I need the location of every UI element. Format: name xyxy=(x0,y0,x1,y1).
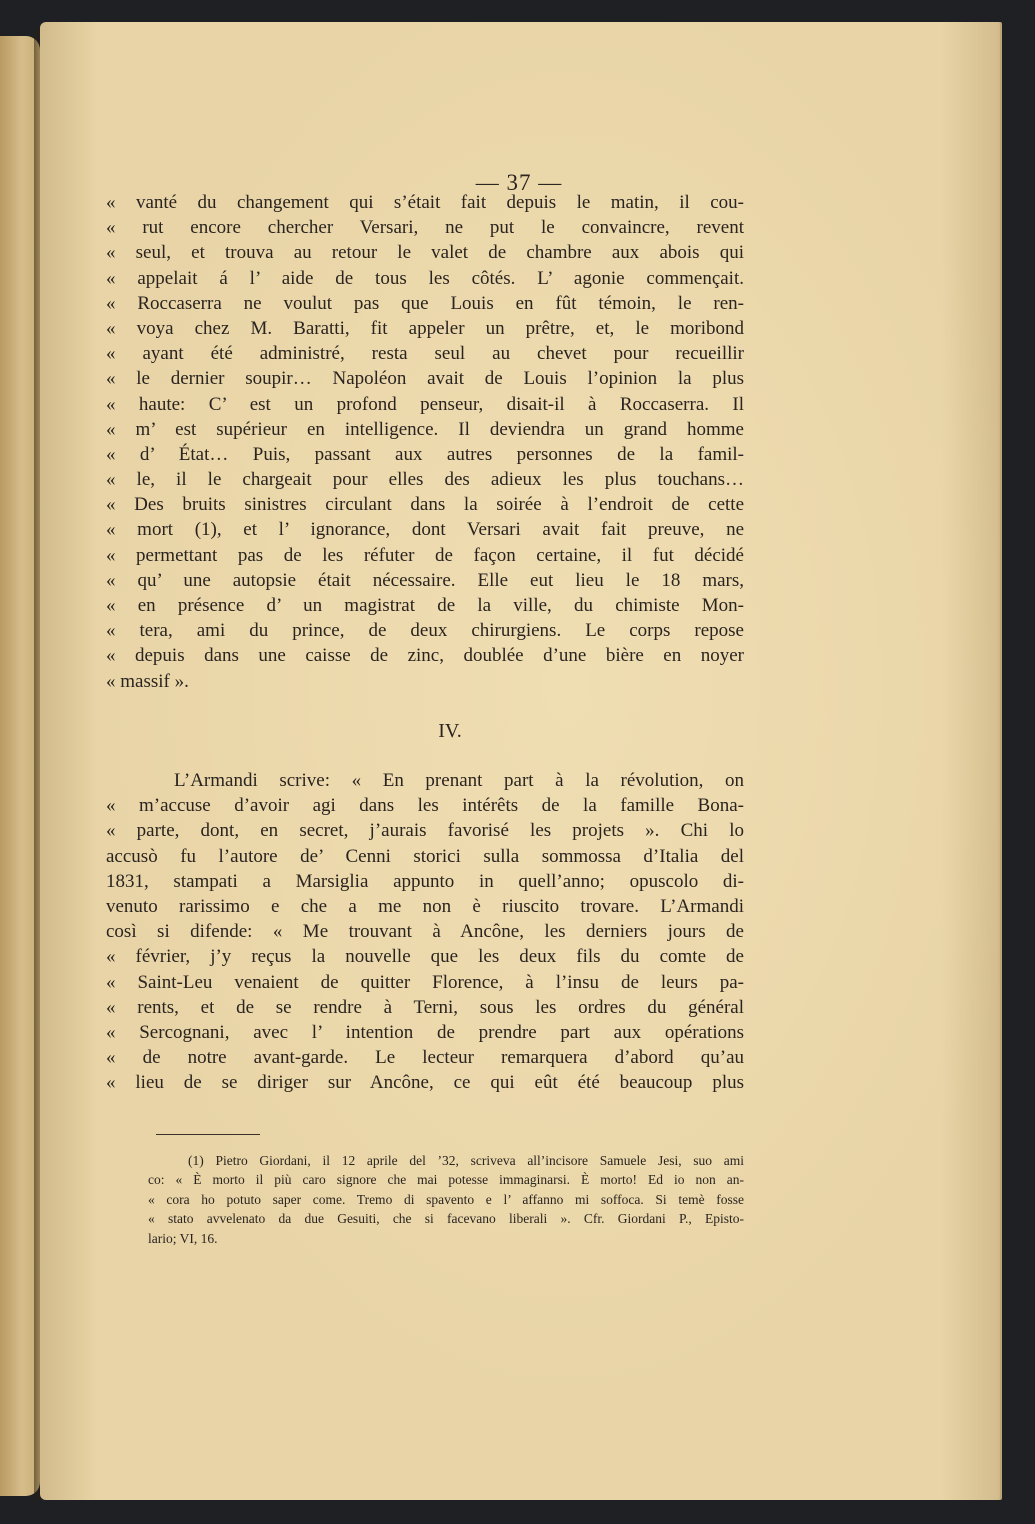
text-line: « Des bruits sinistres circulant dans la soirée à l’endroit de cette xyxy=(106,494,744,516)
text-line: « parte, dont, en secret, j’aurais favorisé les projets ». Chi lo xyxy=(106,820,744,842)
text-line: L’Armandi scrive: « En prenant part à la révolution, on xyxy=(174,770,744,791)
text-line: 1831, stampati a Marsiglia appunto in quell’anno; opuscolo di- xyxy=(106,870,744,892)
footnote-line: (1) Pietro Giordani, il 12 aprile del ’32, scriveva all’incisore Samuele Jesi, suo ami xyxy=(188,1153,744,1168)
footnote-line: co: « È morto il più caro signore che mai potesse immaginarsi. È morto! Ed io non an- xyxy=(148,1172,744,1188)
footnote-line: « stato avvelenato da due Gesuiti, che si facevano liberali ». Cfr. Giordani P., Episto- xyxy=(148,1211,744,1227)
text-line: « février, j’y reçus la nouvelle que les deux fils du comte de xyxy=(106,946,744,968)
text-line: « qu’ une autopsie était nécessaire. Elle eut lieu le 18 mars, xyxy=(106,569,744,591)
text-line: « rents, et de se rendre à Terni, sous les ordres du général xyxy=(106,996,744,1018)
text-line: « seul, et trouva au retour le valet de chambre aux abois qui xyxy=(106,242,744,264)
text-line: « depuis dans une caisse de zinc, doublée d’une bière en noyer xyxy=(106,645,744,667)
text-line: « tera, ami du prince, de deux chirurgiens. Le corps repose xyxy=(106,620,744,642)
section-heading: IV. xyxy=(438,720,462,742)
footnote-line: lario; VI, 16. xyxy=(148,1230,218,1246)
text-line: « d’ État… Puis, passant aux autres personnes de la famil- xyxy=(106,443,744,465)
text-line: « le dernier soupir… Napoléon avait de Louis l’opinion la plus xyxy=(106,368,744,390)
text-line: « m’accuse d’avoir agi dans les intérêts de la famille Bona- xyxy=(106,795,744,817)
text-line: accusò fu l’autore de’ Cenni storici sulla sommossa d’Italia del xyxy=(106,845,744,867)
text-line: « Saint-Leu venaient de quitter Florence, à l’insu de leurs pa- xyxy=(106,971,744,993)
footnote-line: « cora ho potuto saper come. Tremo di spavento e l’ affanno mi soffoca. Si temè fosse xyxy=(148,1191,744,1207)
text-line: « vanté du changement qui s’était fait depuis le matin, il cou- xyxy=(106,192,744,213)
footnote xyxy=(148,1151,744,1248)
footnote-divider xyxy=(156,1134,260,1135)
text-line: « rut encore chercher Versari, ne put le convaincre, revent xyxy=(106,217,744,239)
section-paragraph xyxy=(106,768,744,1095)
text-line: « massif ». xyxy=(106,670,189,692)
text-line: « permettant pas de les réfuter de façon certaine, il fut décidé xyxy=(106,544,744,566)
text-line: « voya chez M. Baratti, fit appeler un prêtre, et, le moribond xyxy=(106,317,744,339)
text-line: venuto rarissimo e che a me non è riuscito trovare. L’Armandi xyxy=(106,895,744,917)
text-line: « de notre avant-garde. Le lecteur remarquera d’abord qu’au xyxy=(106,1047,744,1069)
text-line: « lieu de se diriger sur Ancône, ce qui eût été beaucoup plus xyxy=(106,1072,744,1094)
text-line: « mort (1), et l’ ignorance, dont Versari avait fait preuve, ne xyxy=(106,519,744,541)
quoted-passage xyxy=(106,190,744,694)
text-line: « m’ est supérieur en intelligence. Il deviendra un grand homme xyxy=(106,418,744,440)
page-number: — 37 — xyxy=(475,170,563,195)
text-line: « appelait á l’ aide de tous les côtés. L’ agonie commençait. xyxy=(106,267,744,289)
text-line: « haute: C’ est un profond penseur, disait-il à Roccaserra. Il xyxy=(106,393,744,415)
text-line: « en présence d’ un magistrat de la ville, du chimiste Mon- xyxy=(106,595,744,616)
text-line: « le, il le chargeait pour elles des adieux les plus touchans… xyxy=(106,469,744,491)
text-line: « ayant été administré, resta seul au chevet pour recueillir xyxy=(106,343,744,365)
text-line: « Sercognani, avec l’ intention de prendre part aux opérations xyxy=(106,1021,744,1043)
text-line: così si difende: « Me trouvant à Ancône, les derniers jours de xyxy=(106,921,744,943)
text-line: « Roccaserra ne voulut pas que Louis en fût témoin, le ren- xyxy=(106,292,744,314)
